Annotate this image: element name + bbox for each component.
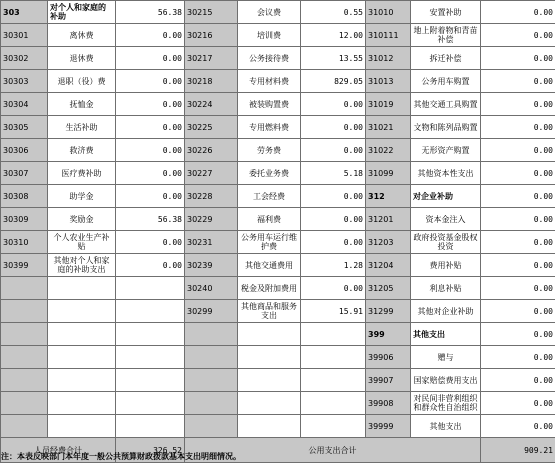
amount-cell: 0.00 bbox=[481, 139, 555, 162]
amount-cell bbox=[116, 415, 185, 438]
amount-cell: 0.00 bbox=[301, 231, 366, 254]
item-name-cell: 其他对企业补助 bbox=[411, 300, 481, 323]
code-cell bbox=[1, 300, 48, 323]
code-cell bbox=[1, 369, 48, 392]
code-cell: 30217 bbox=[185, 47, 238, 70]
item-name-cell: 税金及附加费用 bbox=[238, 277, 301, 300]
item-name-cell: 其他商品和服务支出 bbox=[238, 300, 301, 323]
code-cell: 30303 bbox=[1, 70, 48, 93]
table-row bbox=[1, 346, 555, 369]
item-name-cell bbox=[48, 323, 116, 346]
code-cell: 31019 bbox=[366, 93, 411, 116]
code-cell: 31205 bbox=[366, 277, 411, 300]
item-name-cell: 奖励金 bbox=[48, 208, 116, 231]
code-cell: 30308 bbox=[1, 185, 48, 208]
amount-cell: 0.00 bbox=[116, 47, 185, 70]
amount-cell: 0.00 bbox=[481, 277, 555, 300]
code-cell bbox=[185, 346, 238, 369]
item-name-cell bbox=[48, 277, 116, 300]
table-row bbox=[1, 139, 555, 162]
amount-cell: 0.00 bbox=[481, 1, 555, 24]
amount-cell: 0.00 bbox=[481, 392, 555, 415]
item-name-cell: 对个人和家庭的补助 bbox=[48, 1, 116, 24]
item-name-cell: 福利费 bbox=[238, 208, 301, 231]
amount-cell: 0.00 bbox=[116, 231, 185, 254]
item-name-cell: 救济费 bbox=[48, 139, 116, 162]
amount-cell bbox=[116, 277, 185, 300]
item-name-cell: 公务用车购置 bbox=[411, 70, 481, 93]
item-name-cell: 其他交通费用 bbox=[238, 254, 301, 277]
table-row bbox=[1, 47, 555, 70]
code-cell: 30309 bbox=[1, 208, 48, 231]
code-cell bbox=[1, 277, 48, 300]
table-row bbox=[1, 254, 555, 277]
amount-cell: 0.55 bbox=[301, 1, 366, 24]
amount-cell: 1.28 bbox=[301, 254, 366, 277]
amount-cell: 56.38 bbox=[116, 208, 185, 231]
code-cell: 30305 bbox=[1, 116, 48, 139]
amount-cell bbox=[116, 346, 185, 369]
item-name-cell: 专用燃料费 bbox=[238, 116, 301, 139]
personnel-total-label: 人员经费合计 bbox=[1, 438, 116, 463]
item-name-cell: 公务接待费 bbox=[238, 47, 301, 70]
amount-cell: 0.00 bbox=[481, 116, 555, 139]
amount-cell: 0.00 bbox=[481, 254, 555, 277]
item-name-cell: 利息补贴 bbox=[411, 277, 481, 300]
code-cell bbox=[185, 369, 238, 392]
item-name-cell: 劳务费 bbox=[238, 139, 301, 162]
item-name-cell: 拆迁补偿 bbox=[411, 47, 481, 70]
amount-cell bbox=[116, 323, 185, 346]
item-name-cell: 费用补贴 bbox=[411, 254, 481, 277]
amount-cell bbox=[116, 369, 185, 392]
table-row bbox=[1, 1, 555, 24]
table-row bbox=[1, 300, 555, 323]
amount-cell: 0.00 bbox=[116, 185, 185, 208]
item-name-cell: 退休费 bbox=[48, 47, 116, 70]
amount-cell: 0.00 bbox=[481, 70, 555, 93]
amount-cell bbox=[301, 392, 366, 415]
code-cell: 31204 bbox=[366, 254, 411, 277]
item-name-cell: 资本金注入 bbox=[411, 208, 481, 231]
amount-cell: 0.00 bbox=[481, 185, 555, 208]
amount-cell bbox=[116, 392, 185, 415]
item-name-cell: 委托业务费 bbox=[238, 162, 301, 185]
item-name-cell: 抚恤金 bbox=[48, 93, 116, 116]
table-row bbox=[1, 116, 555, 139]
code-cell: 30225 bbox=[185, 116, 238, 139]
public-total-value: 909.21 bbox=[481, 438, 555, 463]
table-row bbox=[1, 369, 555, 392]
item-name-cell: 其他资本性支出 bbox=[411, 162, 481, 185]
code-cell: 31021 bbox=[366, 116, 411, 139]
amount-cell: 0.00 bbox=[116, 116, 185, 139]
item-name-cell: 工会经费 bbox=[238, 185, 301, 208]
amount-cell: 0.00 bbox=[481, 323, 555, 346]
table-row bbox=[1, 392, 555, 415]
amount-cell: 0.00 bbox=[481, 208, 555, 231]
code-cell: 30228 bbox=[185, 185, 238, 208]
item-name-cell: 政府投资基金股权投资 bbox=[411, 231, 481, 254]
code-cell: 310111 bbox=[366, 24, 411, 47]
code-cell: 30299 bbox=[185, 300, 238, 323]
item-name-cell: 无形资产购置 bbox=[411, 139, 481, 162]
code-cell: 31012 bbox=[366, 47, 411, 70]
code-cell bbox=[185, 323, 238, 346]
item-name-cell: 培训费 bbox=[238, 24, 301, 47]
code-cell: 30310 bbox=[1, 231, 48, 254]
code-cell bbox=[1, 392, 48, 415]
item-name-cell bbox=[48, 300, 116, 323]
item-name-cell bbox=[48, 415, 116, 438]
amount-cell: 0.00 bbox=[481, 24, 555, 47]
amount-cell: 829.05 bbox=[301, 70, 366, 93]
item-name-cell: 助学金 bbox=[48, 185, 116, 208]
code-cell: 30240 bbox=[185, 277, 238, 300]
code-cell bbox=[1, 415, 48, 438]
code-cell: 30215 bbox=[185, 1, 238, 24]
item-name-cell bbox=[238, 369, 301, 392]
code-cell: 39908 bbox=[366, 392, 411, 415]
item-name-cell: 其他支出 bbox=[411, 415, 481, 438]
amount-cell: 0.00 bbox=[481, 369, 555, 392]
code-cell bbox=[185, 392, 238, 415]
amount-cell: 0.00 bbox=[301, 116, 366, 139]
code-cell: 30224 bbox=[185, 93, 238, 116]
item-name-cell: 会议费 bbox=[238, 1, 301, 24]
item-name-cell bbox=[238, 323, 301, 346]
amount-cell: 0.00 bbox=[481, 231, 555, 254]
code-cell: 39906 bbox=[366, 346, 411, 369]
amount-cell bbox=[116, 300, 185, 323]
item-name-cell bbox=[48, 346, 116, 369]
item-name-cell: 退职（役）费 bbox=[48, 70, 116, 93]
amount-cell: 0.00 bbox=[301, 185, 366, 208]
amount-cell: 5.18 bbox=[301, 162, 366, 185]
item-name-cell: 对企业补助 bbox=[411, 185, 481, 208]
amount-cell: 0.00 bbox=[481, 300, 555, 323]
amount-cell bbox=[301, 369, 366, 392]
item-name-cell: 公务用车运行维护费 bbox=[238, 231, 301, 254]
amount-cell bbox=[301, 346, 366, 369]
item-name-cell: 安置补助 bbox=[411, 1, 481, 24]
amount-cell bbox=[301, 415, 366, 438]
table-row bbox=[1, 277, 555, 300]
item-name-cell: 对民间非营利组织和群众性自治组织 bbox=[411, 392, 481, 415]
code-cell: 30307 bbox=[1, 162, 48, 185]
code-cell: 31201 bbox=[366, 208, 411, 231]
amount-cell: 0.00 bbox=[116, 254, 185, 277]
amount-cell: 13.55 bbox=[301, 47, 366, 70]
item-name-cell: 赠与 bbox=[411, 346, 481, 369]
item-name-cell bbox=[238, 346, 301, 369]
code-cell: 30302 bbox=[1, 47, 48, 70]
amount-cell bbox=[301, 323, 366, 346]
code-cell: 31299 bbox=[366, 300, 411, 323]
code-cell: 31010 bbox=[366, 1, 411, 24]
table-row bbox=[1, 93, 555, 116]
item-name-cell: 文物和陈列品购置 bbox=[411, 116, 481, 139]
code-cell bbox=[1, 323, 48, 346]
code-cell: 399 bbox=[366, 323, 411, 346]
code-cell bbox=[185, 415, 238, 438]
table-note: 注：本表反映部门本年度一般公共预算财政拨款基本支出明细情况。 bbox=[1, 451, 241, 462]
code-cell: 30226 bbox=[185, 139, 238, 162]
item-name-cell: 其他支出 bbox=[411, 323, 481, 346]
code-cell: 30399 bbox=[1, 254, 48, 277]
amount-cell: 0.00 bbox=[116, 162, 185, 185]
item-name-cell: 被装购置费 bbox=[238, 93, 301, 116]
item-name-cell: 国家赔偿费用支出 bbox=[411, 369, 481, 392]
item-name-cell bbox=[48, 369, 116, 392]
code-cell: 39999 bbox=[366, 415, 411, 438]
code-cell: 39907 bbox=[366, 369, 411, 392]
code-cell: 31099 bbox=[366, 162, 411, 185]
amount-cell: 0.00 bbox=[116, 93, 185, 116]
amount-cell: 0.00 bbox=[116, 70, 185, 93]
code-cell: 30306 bbox=[1, 139, 48, 162]
item-name-cell: 医疗费补助 bbox=[48, 162, 116, 185]
code-cell: 31022 bbox=[366, 139, 411, 162]
code-cell: 30239 bbox=[185, 254, 238, 277]
amount-cell: 12.00 bbox=[301, 24, 366, 47]
amount-cell: 0.00 bbox=[481, 93, 555, 116]
amount-cell: 0.00 bbox=[116, 139, 185, 162]
code-cell: 30304 bbox=[1, 93, 48, 116]
amount-cell: 0.00 bbox=[481, 162, 555, 185]
amount-cell: 0.00 bbox=[301, 208, 366, 231]
amount-cell: 0.00 bbox=[301, 93, 366, 116]
code-cell bbox=[1, 346, 48, 369]
code-cell: 30227 bbox=[185, 162, 238, 185]
item-name-cell: 生活补助 bbox=[48, 116, 116, 139]
item-name-cell: 个人农业生产补贴 bbox=[48, 231, 116, 254]
table-row bbox=[1, 231, 555, 254]
code-cell: 31203 bbox=[366, 231, 411, 254]
item-name-cell: 其他对个人和家庭的补助支出 bbox=[48, 254, 116, 277]
amount-cell: 0.00 bbox=[301, 277, 366, 300]
item-name-cell: 其他交通工具购置 bbox=[411, 93, 481, 116]
amount-cell: 0.00 bbox=[481, 47, 555, 70]
table-row bbox=[1, 162, 555, 185]
amount-cell: 15.91 bbox=[301, 300, 366, 323]
table-row bbox=[1, 185, 555, 208]
public-total-label: 公用支出合计 bbox=[185, 438, 481, 463]
amount-cell: 56.38 bbox=[116, 1, 185, 24]
table-row bbox=[1, 24, 555, 47]
item-name-cell bbox=[238, 392, 301, 415]
item-name-cell: 地上附着物和青苗补偿 bbox=[411, 24, 481, 47]
code-cell: 30231 bbox=[185, 231, 238, 254]
item-name-cell: 离休费 bbox=[48, 24, 116, 47]
code-cell: 30229 bbox=[185, 208, 238, 231]
amount-cell: 0.00 bbox=[301, 139, 366, 162]
code-cell: 303 bbox=[1, 1, 48, 24]
code-cell: 30218 bbox=[185, 70, 238, 93]
amount-cell: 0.00 bbox=[481, 346, 555, 369]
code-cell: 30216 bbox=[185, 24, 238, 47]
personnel-total-value: 326.52 bbox=[116, 438, 185, 463]
table-row bbox=[1, 70, 555, 93]
table-row bbox=[1, 208, 555, 231]
amount-cell: 0.00 bbox=[481, 415, 555, 438]
table-row bbox=[1, 415, 555, 438]
amount-cell: 0.00 bbox=[116, 24, 185, 47]
code-cell: 312 bbox=[366, 185, 411, 208]
code-cell: 30301 bbox=[1, 24, 48, 47]
code-cell: 31013 bbox=[366, 70, 411, 93]
item-name-cell: 专用材料费 bbox=[238, 70, 301, 93]
item-name-cell bbox=[48, 392, 116, 415]
table-row bbox=[1, 323, 555, 346]
item-name-cell bbox=[238, 415, 301, 438]
